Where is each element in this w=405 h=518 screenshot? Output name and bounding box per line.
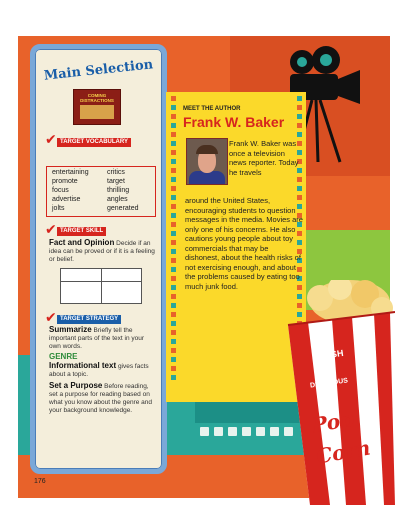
vocab-word: entertaining <box>52 169 89 176</box>
popcorn-corn: Corn <box>314 435 373 469</box>
genre-description: gives facts about a topic. <box>49 363 149 378</box>
author-photo <box>186 138 228 185</box>
genre-heading: Informational text <box>49 361 117 370</box>
popcorn-pop: Pop <box>310 406 356 438</box>
vocab-word: promote <box>52 178 78 185</box>
author-bio-part1: Frank W. Baker was once a television news reporter. Today he travels <box>229 139 299 177</box>
purpose-text <box>49 382 157 415</box>
meet-the-author-label: MEET THE AUTHOR <box>183 106 241 112</box>
target-skill-heading: Fact and Opinion <box>49 238 115 247</box>
genre-label: GENRE <box>49 352 78 361</box>
target-strategy-heading: Summarize <box>49 325 92 334</box>
vocab-word: advertise <box>52 196 81 203</box>
vocab-word: jolts <box>52 205 65 212</box>
vocab-word: generated <box>107 205 139 212</box>
book-cover <box>73 89 121 125</box>
checkmark-icon: ✔ <box>45 222 57 238</box>
main-selection-sidebar <box>30 44 167 474</box>
fact-opinion-chart <box>60 268 142 304</box>
popcorn-delicious: DELICIOUS <box>309 377 349 390</box>
target-skill-text <box>49 239 157 264</box>
checkmark-icon: ✔ <box>45 132 57 148</box>
vocab-word: critics <box>107 169 125 176</box>
target-vocabulary-label: TARGET VOCABULARY <box>57 138 131 147</box>
vocab-word: thrilling <box>107 187 130 194</box>
popcorn-fresh: FRESH <box>312 347 345 363</box>
target-skill-label: TARGET SKILL <box>57 227 106 236</box>
author-name: Frank W. Baker <box>183 114 285 130</box>
target-skill-description: Decide if an idea can be proved or if it is a feeling or belief. <box>49 240 155 263</box>
vocab-word: target <box>107 178 125 185</box>
popcorn-box-image <box>270 280 395 505</box>
popcorn-hot: HOT <box>310 322 331 336</box>
book-cover-art <box>80 105 114 119</box>
target-strategy-label: TARGET STRATEGY <box>57 315 121 324</box>
genre-text <box>49 362 157 379</box>
purpose-description: Before reading, set a purpose for reading based on what you know about the genre and your background knowledge. <box>49 383 152 414</box>
book-cover-title: COMING DISTRACTIONS <box>80 93 114 103</box>
vocabulary-list <box>47 169 155 213</box>
checkmark-icon: ✔ <box>45 310 57 326</box>
page-number: 176 <box>34 478 46 485</box>
vocab-word: angles <box>107 196 128 203</box>
vocabulary-box <box>46 166 156 217</box>
panel-dots-left <box>171 96 176 384</box>
vocab-word: focus <box>52 187 69 194</box>
purpose-heading: Set a Purpose <box>49 381 103 390</box>
target-strategy-text <box>49 326 157 351</box>
author-bio-part2: around the United States, encouraging students to question messages in the media. Movies are only one of his concerns. He also cautions young people about toy commercials that may be dishonest, about the health risks of not exercising enough, and about the problems caused by eating too much junk food. <box>185 196 303 291</box>
sidebar-title: Main Selection <box>43 57 154 84</box>
target-strategy-description: Briefly tell the important parts of the text in your own words. <box>49 327 145 350</box>
